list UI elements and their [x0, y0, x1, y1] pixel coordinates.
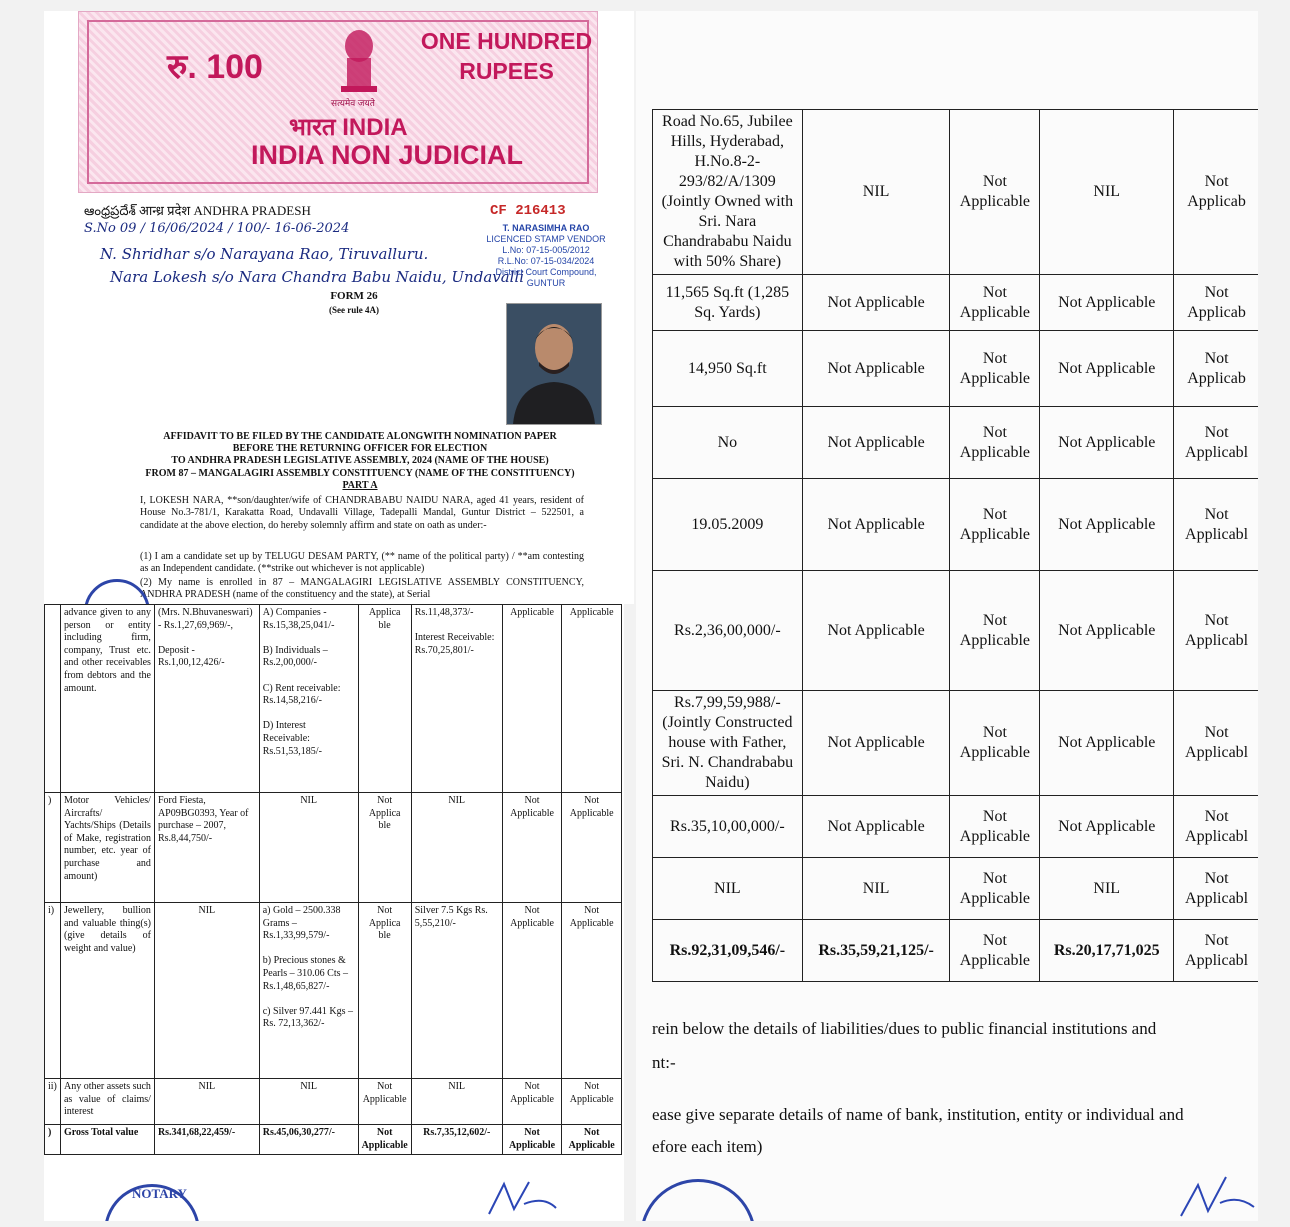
- affidavit-intro: I, LOKESH NARA, **son/daughter/wife of CHANDRABABU NAIDU NARA, aged 41 years, resident of House No.3-781/1, Karakatta Road, Undavalli Village, Tadepalli Mandal, Guntur District – 522501, a candidate at the above election, do hereby solemnly affirm and state on oath as under:-: [140, 495, 584, 531]
- table-cell: Rs.92,31,09,546/-: [653, 920, 803, 982]
- stamp-non-judicial: INDIA NON JUDICIAL: [251, 140, 524, 170]
- table-cell: Not Applicable: [802, 479, 950, 571]
- table-cell: Not Applicable: [1040, 479, 1174, 571]
- table-cell: NIL: [411, 1079, 502, 1125]
- table-cell: Not Applicable: [502, 1125, 562, 1155]
- table-cell: Not Applicabl: [1174, 858, 1258, 920]
- table-cell: Not Applicable: [562, 903, 622, 1079]
- table-cell: Not Applicab: [1174, 275, 1258, 331]
- handwritten-serial: S.No 09 / 16/06/2024 / 100/- 16-06-2024: [84, 221, 350, 236]
- table-row: [653, 275, 1259, 331]
- table-cell: NIL: [653, 858, 803, 920]
- stamp-paper: [78, 11, 598, 193]
- table-row: [653, 331, 1259, 407]
- table-cell: Rs.2,36,00,000/-: [653, 571, 803, 691]
- table-cell: Not Applicable: [802, 407, 950, 479]
- table-cell: Not Applicable: [562, 793, 622, 903]
- vendor-licence-2: R.L.No: 07-15-034/2024: [497, 256, 595, 266]
- stamp-india: भारत INDIA: [289, 114, 408, 141]
- property-table-page: [636, 11, 1258, 1221]
- table-cell: Not Applicable: [502, 1079, 562, 1125]
- table-cell: Not Applicable: [1040, 796, 1174, 858]
- affidavit-line-4: FROM 87 – MANGALAGIRI ASSEMBLY CONSTITUENCY (NAME OF THE CONSTITUENCY): [145, 467, 575, 479]
- vendor-title: LICENCED STAMP VENDOR: [486, 234, 606, 244]
- table-cell: Not Applicable: [1040, 331, 1174, 407]
- affidavit-line-5: PART A: [342, 479, 378, 491]
- table-cell: Not Applicable: [1040, 691, 1174, 796]
- table-cell: Not Applicable: [358, 1125, 411, 1155]
- table-cell: Not Applicable: [950, 407, 1040, 479]
- table-cell: Not Applicable: [950, 479, 1040, 571]
- table-cell: Applicable: [502, 605, 562, 793]
- table-cell: Road No.65, Jubilee Hills, Hyderabad, H.No.8-2-293/82/A/1309 (Jointly Owned with Sri. Nara Chandrababu Naidu with 50% Share): [653, 110, 803, 275]
- table-cell: No: [653, 407, 803, 479]
- table-cell: advance given to any person or entity including firm, company, Trust etc. and other receivables from debtors and the amount.: [60, 605, 154, 793]
- table-cell: Not Applicabl: [1174, 571, 1258, 691]
- table-row: [653, 479, 1259, 571]
- table-cell: Jewellery, bullion and valuable thing(s) (give details of weight and value): [60, 903, 154, 1079]
- table-cell: Ford Fiesta, AP09BG0393, Year of purchase – 2007, Rs.8,44,750/-: [154, 793, 259, 903]
- ashoka-emblem-icon: [329, 18, 389, 98]
- table-row: [653, 691, 1259, 796]
- table-cell: Rs.35,10,00,000/-: [653, 796, 803, 858]
- candidate-photo: [506, 303, 602, 425]
- stamp-motto: सत्यमेव जयते: [331, 98, 375, 108]
- handwritten-purchaser: N. Shridhar s/o Narayana Rao, Tiruvalluru.: [100, 245, 429, 263]
- table-cell: ): [45, 1125, 61, 1155]
- table-cell: Motor Vehicles/ Aircrafts/ Yachts/Ships (Details of Make, registration number, etc. year of purchase and amount): [60, 793, 154, 903]
- vendor-name: T. NARASIMHA RAO: [502, 223, 590, 233]
- assets-table-page: [44, 604, 624, 1221]
- table-cell: Not Applicable: [950, 691, 1040, 796]
- table-cell: Not Applicable: [950, 275, 1040, 331]
- table-cell: Not Applicabl: [1174, 479, 1258, 571]
- table-cell: NIL: [802, 110, 950, 275]
- table-cell: Not Applica ble: [358, 903, 411, 1079]
- table-cell: Not Applicable: [802, 796, 950, 858]
- table-cell: Not Applicab: [1174, 110, 1258, 275]
- table-cell: Not Applica ble: [358, 793, 411, 903]
- table-cell: Rs.35,59,21,125/-: [802, 920, 950, 982]
- liabilities-text-4: efore each item): [652, 1137, 763, 1156]
- table-cell: Any other assets such as value of claims/ interest: [60, 1079, 154, 1125]
- stamp-amount: रु. 100: [167, 48, 263, 86]
- table-row: [45, 605, 622, 793]
- table-cell: (Mrs. N.Bhuvaneswari) - Rs.1,27,69,969/-, Deposit - Rs.1,00,12,426/-: [154, 605, 259, 793]
- movable-assets-table: [44, 604, 622, 1155]
- table-cell: i): [45, 903, 61, 1079]
- table-row: [653, 858, 1259, 920]
- table-cell: Silver 7.5 Kgs Rs. 5,55,210/-: [411, 903, 502, 1079]
- seal-text: NOTARY: [132, 1186, 187, 1201]
- table-row: [653, 571, 1259, 691]
- stamp-state: ఆంధ్రప్రదేశ్ आन्ध्र प्रदेश ANDHRA PRADESH: [84, 203, 311, 218]
- table-cell: Applica ble: [358, 605, 411, 793]
- signature-icon: [484, 1174, 564, 1219]
- handwritten-candidate: Nara Lokesh s/o Nara Chandra Babu Naidu, Undavalli: [110, 268, 525, 286]
- table-cell: Rs.7,35,12,602/-: [411, 1125, 502, 1155]
- person-photo-icon: [507, 304, 601, 424]
- table-cell: Not Applicable: [502, 903, 562, 1079]
- table-row: [45, 1079, 622, 1125]
- immovable-assets-table: [652, 109, 1258, 982]
- table-cell: Rs.20,17,71,025: [1040, 920, 1174, 982]
- affidavit-heading: [140, 431, 580, 492]
- table-cell: 11,565 Sq.ft (1,285 Sq. Yards): [653, 275, 803, 331]
- table-cell: Not Applicable: [802, 691, 950, 796]
- liabilities-text-3: ease give separate details of name of bank, institution, entity or individual and: [652, 1105, 1184, 1124]
- table-cell: Rs.45,06,30,277/-: [259, 1125, 358, 1155]
- affidavit-line-1: AFFIDAVIT TO BE FILED BY THE CANDIDATE ALONGWITH NOMINATION PAPER: [163, 431, 557, 442]
- table-cell: Applicable: [562, 605, 622, 793]
- table-cell: a) Gold – 2500.338 Grams – Rs.1,33,99,579/- b) Precious stones & Pearls – 310.06 Cts – Rs.1,48,65,827/- c) Silver 97.441 Kgs – Rs. 72,13,362/-: [259, 903, 358, 1079]
- table-cell: Not Applicable: [802, 275, 950, 331]
- table-row: [653, 407, 1259, 479]
- table-cell: NIL: [802, 858, 950, 920]
- table-cell: ): [45, 793, 61, 903]
- liabilities-text-2: nt:-: [652, 1053, 676, 1072]
- vendor-licence-1: L.No: 07-15-005/2012: [502, 245, 590, 255]
- table-cell: Not Applicable: [802, 571, 950, 691]
- affidavit-item-1: (1) I am a candidate set up by TELUGU DESAM PARTY, (** name of the political party) / **am contesting as an Independent candidate. (**strike out whichever is not applicable): [140, 551, 584, 575]
- table-cell: Rs.341,68,22,459/-: [154, 1125, 259, 1155]
- table-cell: Not Applicable: [950, 796, 1040, 858]
- table-cell: NIL: [154, 903, 259, 1079]
- table-row: [653, 110, 1259, 275]
- table-cell: Not Applicabl: [1174, 796, 1258, 858]
- table-cell: Not Applicable: [950, 331, 1040, 407]
- form-title: FORM 26: [330, 290, 378, 302]
- notary-seal-icon: [640, 1179, 756, 1221]
- table-cell: Not Applicable: [358, 1079, 411, 1125]
- affidavit-line-2: BEFORE THE RETURNING OFFICER FOR ELECTION: [232, 443, 488, 455]
- table-cell: 19.05.2009: [653, 479, 803, 571]
- table-cell: 14,950 Sq.ft: [653, 331, 803, 407]
- table-cell: Not Applicabl: [1174, 691, 1258, 796]
- table-cell: Not Applicable: [1040, 275, 1174, 331]
- table-cell: NIL: [1040, 858, 1174, 920]
- table-cell: NIL: [1040, 110, 1174, 275]
- affidavit-item-2: (2) My name is enrolled in 87 – MANGALAGIRI LEGISLATIVE ASSEMBLY CONSTITUENCY, ANDHRA PRADESH (name of the constituency and the state), at Serial: [140, 577, 584, 601]
- table-cell: [45, 605, 61, 793]
- table-cell: Not Applicable: [502, 793, 562, 903]
- liabilities-text-1: rein below the details of liabilities/dues to public financial institutions and: [652, 1019, 1157, 1038]
- table-cell: NIL: [411, 793, 502, 903]
- table-cell: Rs.7,99,59,988/- (Jointly Constructed house with Father, Sri. N. Chandrababu Naidu): [653, 691, 803, 796]
- table-cell: Gross Total value: [60, 1125, 154, 1155]
- table-cell: ii): [45, 1079, 61, 1125]
- table-cell: Not Applicable: [950, 920, 1040, 982]
- stamp-serial: CF 216413: [490, 203, 566, 219]
- table-cell: NIL: [259, 1079, 358, 1125]
- table-cell: Not Applicable: [562, 1079, 622, 1125]
- table-row: [653, 920, 1259, 982]
- table-cell: Not Applicable: [1040, 407, 1174, 479]
- table-cell: Not Applicabl: [1174, 920, 1258, 982]
- table-row: [45, 1125, 622, 1155]
- form-rule: (See rule 4A): [329, 305, 379, 315]
- table-cell: NIL: [154, 1079, 259, 1125]
- affidavit-line-3: TO ANDHRA PRADESH LEGISLATIVE ASSEMBLY, 2024 (NAME OF THE HOUSE): [171, 455, 549, 467]
- table-cell: Not Applicabl: [1174, 407, 1258, 479]
- table-cell: Not Applicab: [1174, 331, 1258, 407]
- table-cell: A) Companies - Rs.15,38,25,041/- B) Individuals – Rs.2,00,000/- C) Rent receivable: Rs.14,58,216/- D) Interest Receivable: Rs.51,53,185/-: [259, 605, 358, 793]
- table-cell: Not Applicable: [562, 1125, 622, 1155]
- form-heading: [284, 289, 424, 317]
- table-cell: Rs.11,48,373/- Interest Receivable: Rs.70,25,801/-: [411, 605, 502, 793]
- signature-icon: [1176, 1171, 1256, 1221]
- affidavit-first-page: [44, 11, 634, 604]
- table-cell: Not Applicable: [950, 110, 1040, 275]
- table-cell: Not Applicable: [802, 331, 950, 407]
- table-row: [45, 793, 622, 903]
- table-row: [45, 903, 622, 1079]
- table-row: [653, 796, 1259, 858]
- table-cell: NIL: [259, 793, 358, 903]
- table-cell: Not Applicable: [1040, 571, 1174, 691]
- table-cell: Not Applicable: [950, 571, 1040, 691]
- vendor-address: District Court Compound, GUNTUR: [495, 267, 597, 288]
- stamp-words: ONE HUNDRED RUPEES: [420, 28, 593, 84]
- table-cell: Not Applicable: [950, 858, 1040, 920]
